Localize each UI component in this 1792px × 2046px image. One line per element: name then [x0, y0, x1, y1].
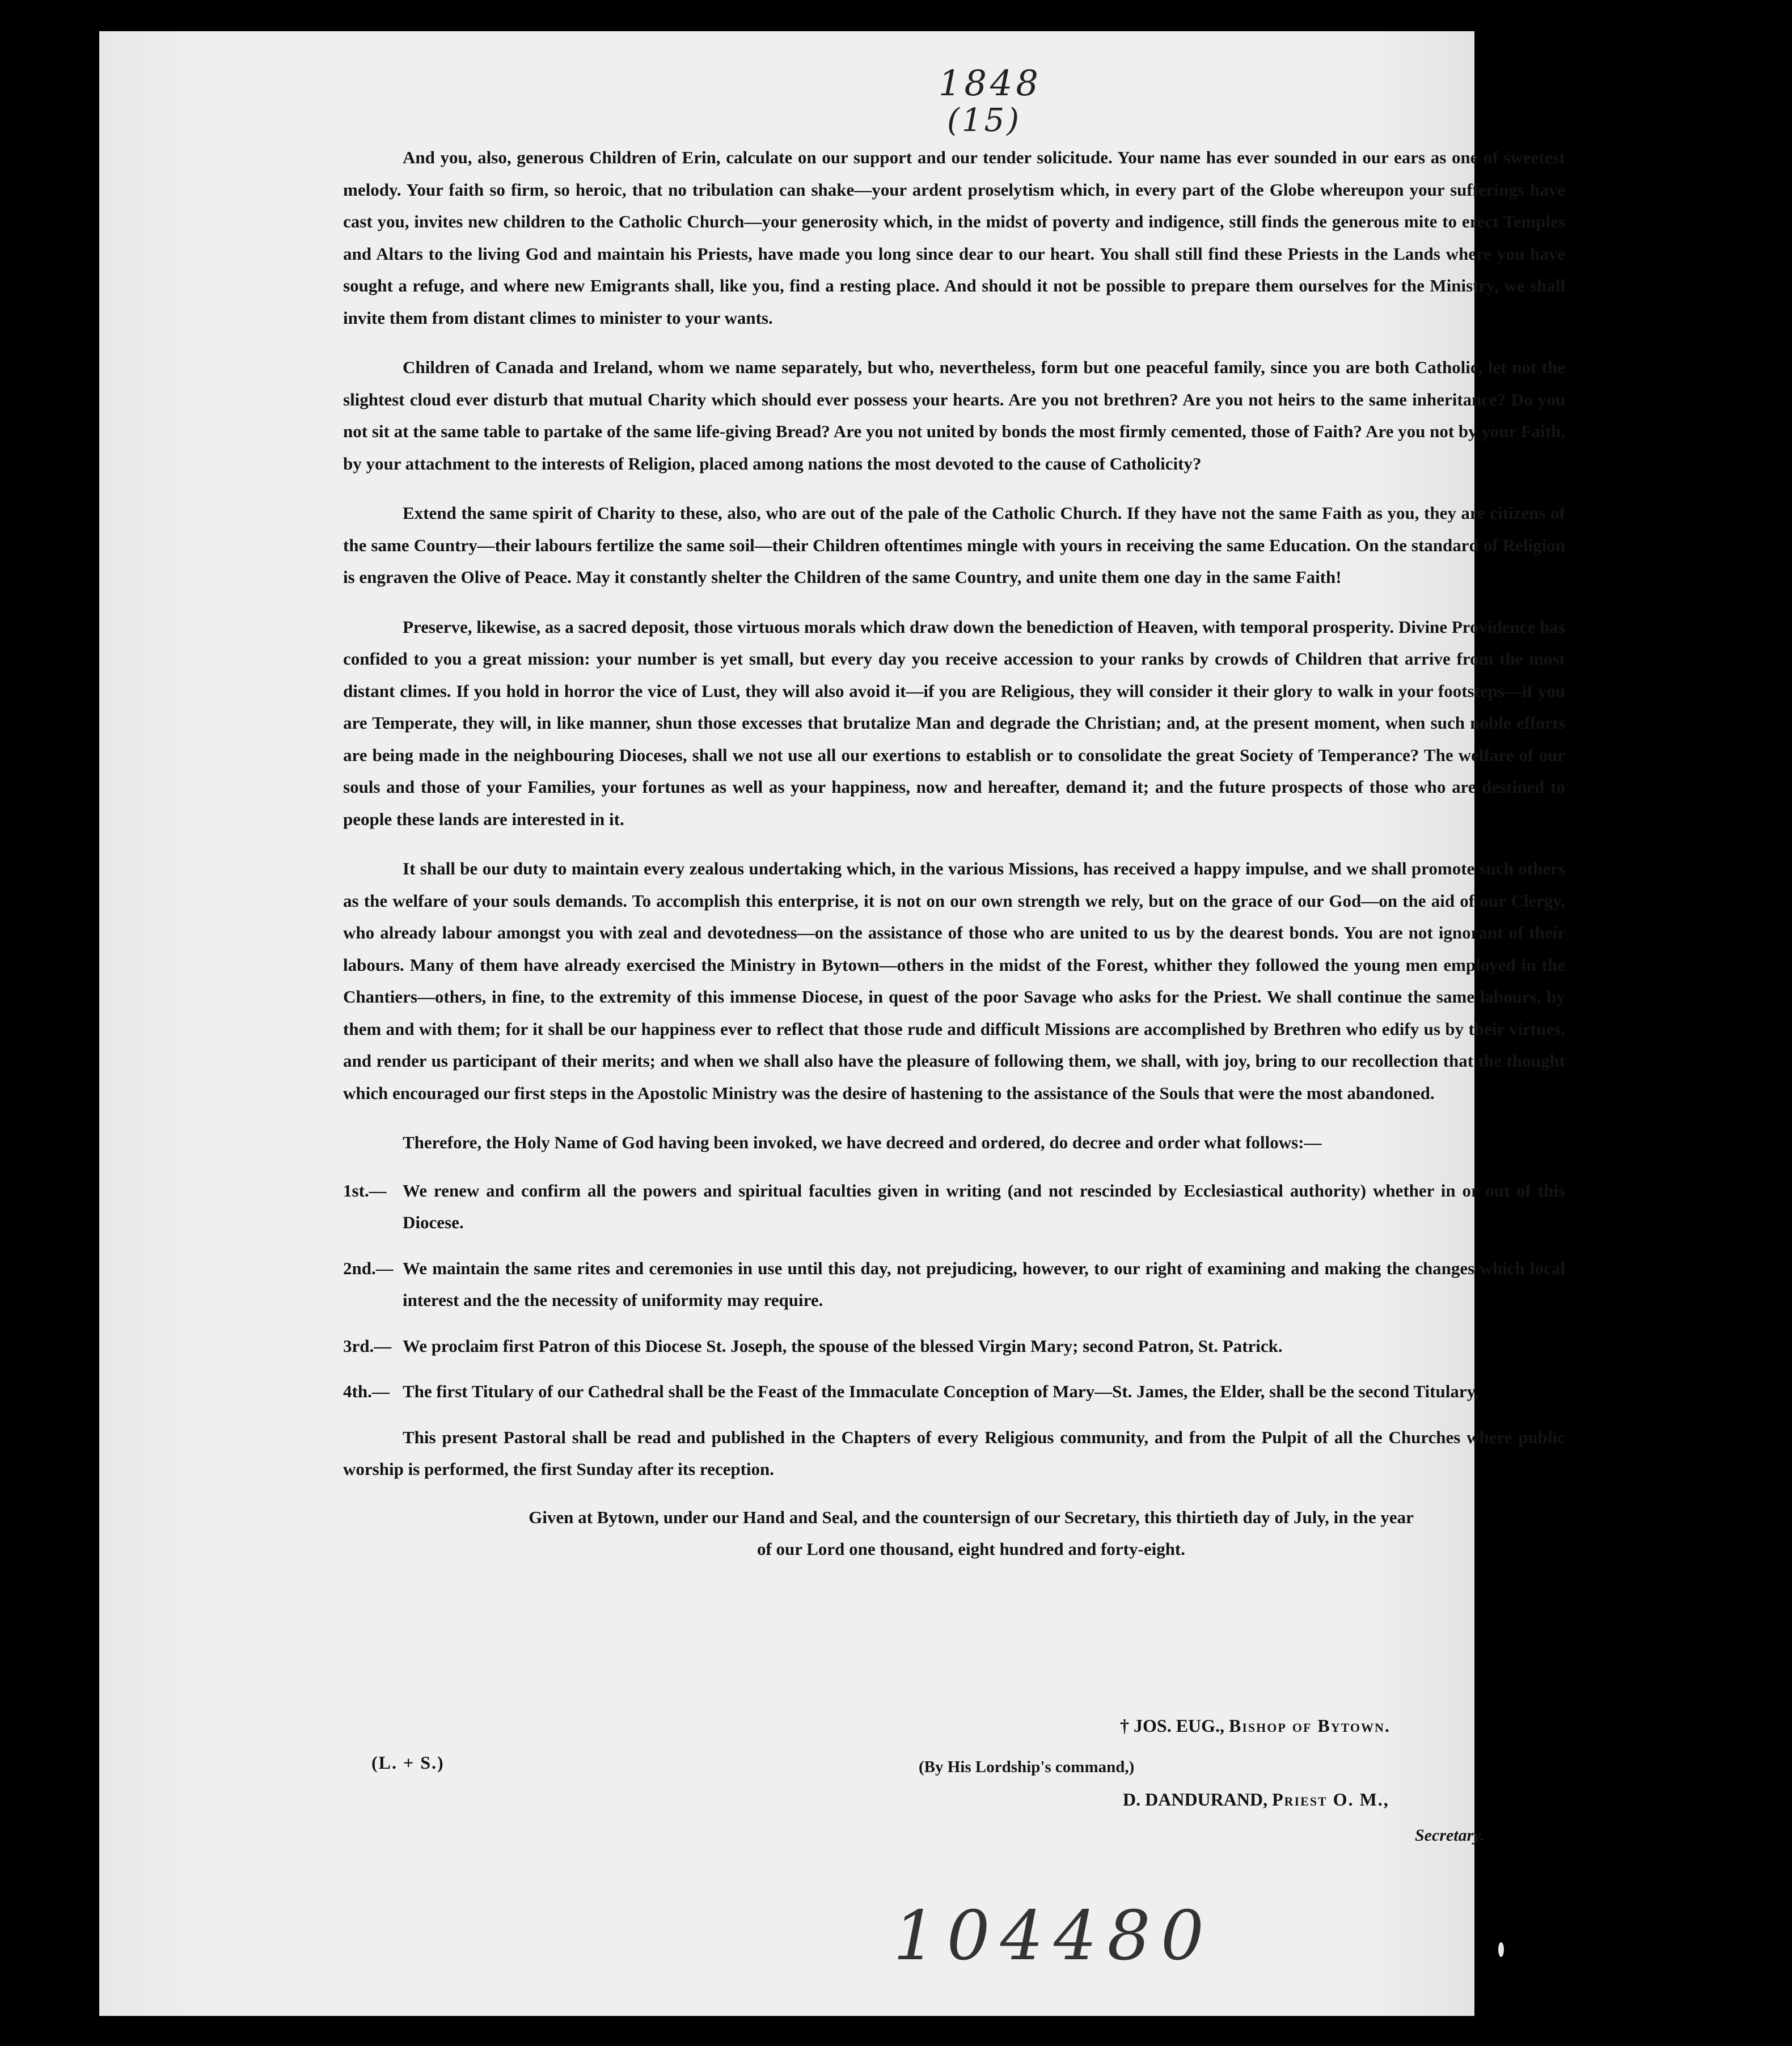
article-text: We renew and confirm all the powers and spiritual faculties given in writing (and not rescinded by Ecclesiastical authority) whether in or out of this Diocese. — [403, 1180, 1565, 1232]
document-page — [99, 31, 1565, 2016]
command-line: (By His Lordship's command,) — [919, 1758, 1135, 1776]
seal-mark: (L. + S.) — [371, 1752, 445, 1773]
paragraph-decree: Therefore, the Holy Name of God having been invoked, we have decreed and ordered, do decree and order what follows:— — [403, 1132, 1322, 1152]
article-text: We maintain the same rites and ceremonies in use until this day, not prejudicing, however, to our right of examining and making the changes which local interest and the the necessity of uniformity may require. — [403, 1258, 1565, 1310]
article-3 — [343, 1330, 1565, 1363]
paragraph-charity: Extend the same spirit of Charity to these, also, who are out of the pale of the Catholic Church. If they have not the same Faith as you, they are citizens of the same Country—their labours fertilize the same soil—their Children oftentimes mingle with yours in receiving the same Education. On the standard of Religion is engraven the Olive of Peace. May it constantly shelter the Children of the same Country, and unite them one day in the same Faith! — [343, 503, 1565, 587]
article-number: 3rd.— — [343, 1335, 392, 1356]
paragraph-closing: This present Pastoral shall be read and published in the Chapters of every Religious community, and from the Pulpit of all the Churches where public worship is performed, the first Sunday after its reception. — [343, 1427, 1565, 1479]
secretary-name: D. DANDURAND, — [1123, 1789, 1268, 1810]
article-2 — [343, 1253, 1565, 1317]
bishop-signature — [1120, 1715, 1391, 1736]
article-number: 1st.— — [343, 1180, 387, 1200]
given-at-line — [343, 1502, 1565, 1566]
paragraph-missions: It shall be our duty to maintain every zealous undertaking which, in the various Missions, has received a happy impulse, and we shall promote such others as the welfare of your souls demands. To accomplish this enterprise, it is not on our own strength we rely, but on the grace of our God—on the aid of our Clergy, who already labour amongst you with zeal and devotedness—on the assistance of those who are united to us by the dearest bonds. You are not ignorant of their labours. Many of them have already exercised the Ministry in Bytown—others in the midst of the Forest, whither they followed the young men employed in the Chantiers—others, in fine, to the extremity of this immense Diocese, in quest of the poor Savage who asks for the Priest. We shall continue the same labours, by them and with them; for it shall be our happiness ever to reflect that those rude and difficult Missions are accomplished by Brethren who edify us by their virtues, and render us participant of their merits; and when we shall also have the pleasure of following them, we shall, with joy, bring to our recollection that the thought which encouraged our first steps in the Apostolic Ministry was the desire of hastening to the assistance of the Souls that were the most abandoned. — [343, 859, 1565, 1103]
bishop-title: Bishop of Bytown. — [1229, 1715, 1391, 1736]
secretary-signature — [1123, 1789, 1389, 1810]
article-text: We proclaim first Patron of this Diocese St. Joseph, the spouse of the blessed Virgin Mary; second Patron, St. Patrick. — [403, 1335, 1283, 1356]
film-edge-mark — [1498, 1942, 1504, 1957]
paragraph-canada-ireland: Children of Canada and Ireland, whom we name separately, but who, nevertheless, form but one peaceful family, since you are both Catholic, let not the slightest cloud ever disturb that mutual Charity which should ever possess your hearts. Are you not brethren? Are you not heirs to the same inheritance? Do you not sit at the same table to partake of the same life-giving Bread? Are you not united by bonds the most firmly cemented, those of Faith? Are you not by your Faith, by your attachment to the interests of Religion, placed among nations the most devoted to the cause of Catholicity? — [343, 357, 1565, 474]
article-1 — [343, 1175, 1565, 1239]
article-number: 2nd.— — [343, 1258, 394, 1278]
handwritten-year: 1848 — [939, 62, 1042, 104]
pastoral-body — [343, 142, 1565, 1566]
given-line-1: Given at Bytown, under our Hand and Seal, and the countersign of our Secretary, this thirtieth day of July, in the year — [529, 1507, 1414, 1527]
bishop-name: † JOS. EUG., — [1120, 1715, 1225, 1736]
article-4 — [343, 1376, 1565, 1408]
secretary-title: Priest O. M., — [1272, 1789, 1389, 1810]
handwritten-page-ref: (15) — [947, 102, 1021, 139]
secretary-role: Secretary. — [1415, 1826, 1485, 1845]
paragraph-erin: And you, also, generous Children of Erin, calculate on our support and our tender solicitude. Your name has ever sounded in our ears as one of sweetest melody. Your faith so firm, so heroic, that no tribulation can shake—your ardent proselytism which, in every part of the Globe whereupon your sufferings have cast you, invites new children to the Catholic Church—your generosity which, in the midst of poverty and indigence, still finds the generous mite to erect Temples and Altars to the living God and maintain his Priests, have made you long since dear to our heart. You shall still find these Priests in the Lands where you have sought a refuge, and where new Emigrants shall, like you, find a resting place. And should it not be possible to prepare them ourselves for the Ministry, we shall invite them from distant climes to minister to your wants. — [343, 147, 1565, 328]
article-text: The first Titulary of our Cathedral shall be the Feast of the Immaculate Conception of Mary—St. James, the Elder, shall be the second Titulary, — [403, 1381, 1480, 1401]
given-line-2: of our Lord one thousand, eight hundred and forty-eight. — [756, 1539, 1186, 1559]
paragraph-morals: Preserve, likewise, as a sacred deposit, those virtuous morals which draw down the benediction of Heaven, with temporal prosperity. Divine Providence has confided to you a great mission: your number is yet small, but every day you receive accession to your ranks by crowds of Children that arrive from the most distant climes. If you hold in horror the vice of Lust, they will also avoid it—if you are Religious, they will consider it their glory to walk in your footsteps—if you are Temperate, they will, in like manner, shun those excesses that brutalize Man and degrade the Christian; and, at the present moment, when such noble efforts are being made in the neighbouring Dioceses, shall we not use all our exertions to establish or to consolidate the great Society of Temperance? The welfare of our souls and those of your Families, your fortunes as well as your happiness, now and hereafter, demand it; and the future prospects of those who are destined to people these lands are interested in it. — [343, 616, 1565, 829]
handwritten-catalog-number: 104480 — [893, 1897, 1215, 1976]
article-number: 4th.— — [343, 1381, 390, 1401]
